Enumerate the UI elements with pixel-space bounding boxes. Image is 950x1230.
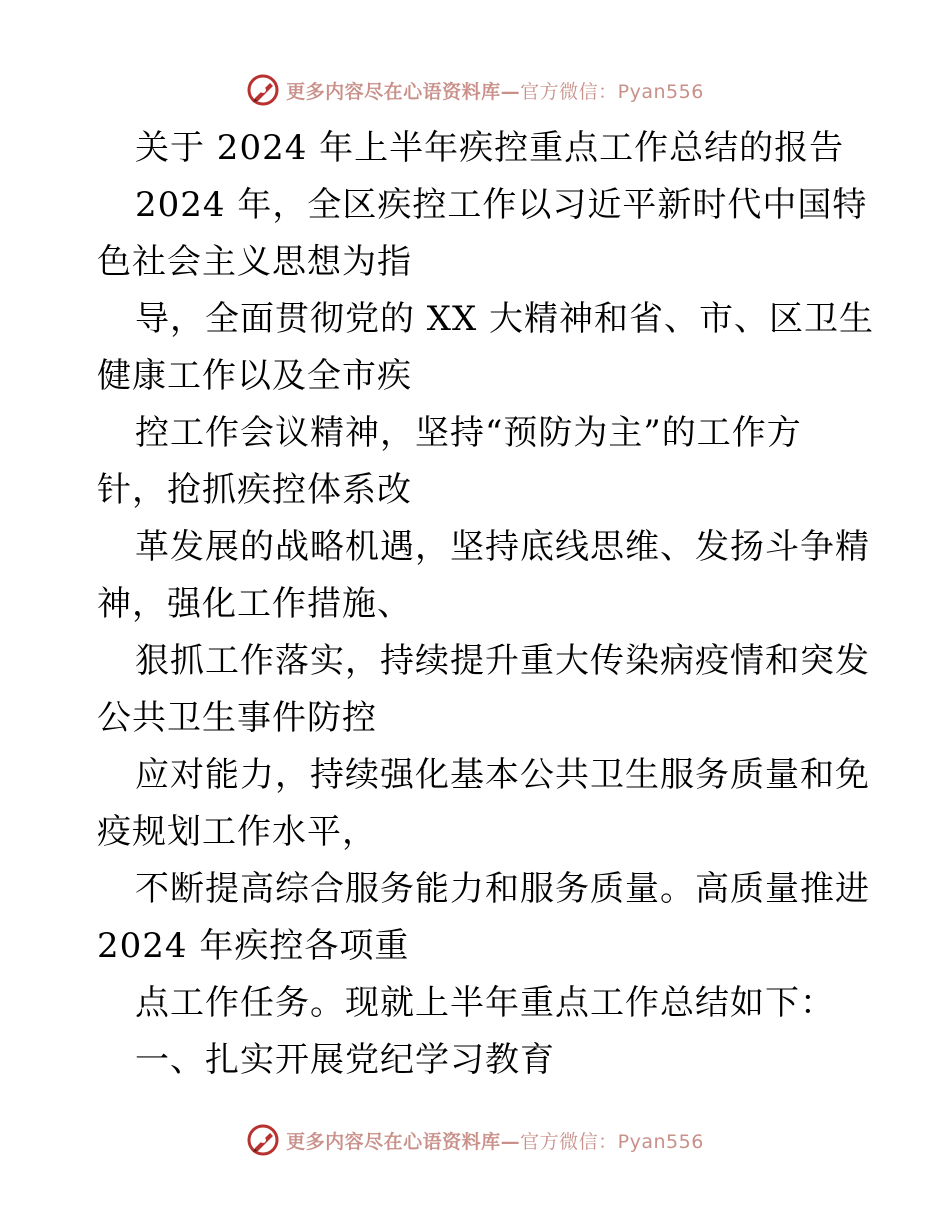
watermark-site: 更多内容尽在心语资料库 — [286, 80, 501, 103]
watermark-dash: — — [500, 80, 521, 103]
pen-logo-icon — [246, 1123, 280, 1157]
watermark-text — [286, 77, 704, 104]
text-line: 控工作会议精神，坚持“预防为主”的工作方 — [135, 413, 802, 453]
text-line: 健康工作以及全市疾 — [97, 356, 412, 396]
text-line: 公共卫生事件防控 — [97, 698, 377, 738]
text-line: 神，强化工作措施、 — [97, 584, 412, 624]
header-watermark — [0, 70, 950, 110]
text-line: 导，全面贯彻党的 XX 大精神和省、市、区卫生 — [135, 299, 875, 339]
document-body — [97, 120, 875, 1089]
text-line: 不断提高综合服务能力和服务质量。高质量推进 — [135, 869, 870, 909]
pen-logo-icon — [246, 73, 280, 107]
watermark-dash: — — [500, 1130, 521, 1153]
text-line: 革发展的战略机遇，坚持底线思维、发扬斗争精 — [135, 527, 870, 567]
text-line: 应对能力，持续强化基本公共卫生服务质量和免 — [135, 755, 870, 795]
footer-watermark — [0, 1120, 950, 1160]
text-line: 疫规划工作水平， — [97, 812, 377, 852]
text-line: 针，抢抓疾控体系改 — [97, 470, 412, 510]
watermark-group — [246, 1123, 704, 1157]
watermark-text — [286, 1127, 704, 1154]
watermark-site: 更多内容尽在心语资料库 — [286, 1130, 501, 1153]
text-line: 狠抓工作落实，持续提升重大传染病疫情和突发 — [135, 641, 870, 681]
text-line: 点工作任务。现就上半年重点工作总结如下： — [135, 983, 835, 1023]
watermark-wechat: 官方微信：Pyan556 — [520, 1130, 704, 1153]
text-line: 2024 年，全区疾控工作以习近平新时代中国特 — [135, 185, 868, 225]
text-line: 一、扎实开展党纪学习教育 — [135, 1040, 555, 1080]
watermark-group — [246, 73, 704, 107]
text-line: 关于 2024 年上半年疾控重点工作总结的报告 — [135, 128, 845, 168]
watermark-wechat: 官方微信：Pyan556 — [520, 80, 704, 103]
text-line: 2024 年疾控各项重 — [97, 926, 410, 966]
text-line: 色社会主义思想为指 — [97, 242, 412, 282]
